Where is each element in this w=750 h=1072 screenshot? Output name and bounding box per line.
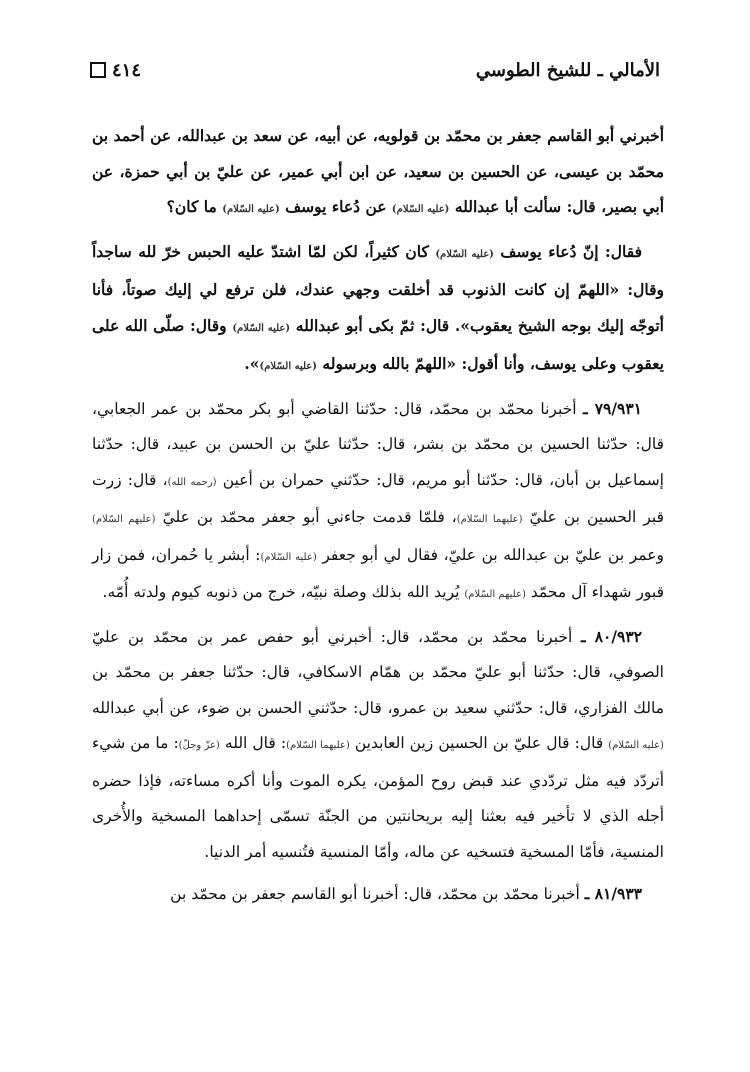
text-run: ». [244, 354, 260, 373]
text-run: سألت أبا عبدالله [454, 197, 562, 216]
page-number: ٤١٤ [112, 59, 142, 81]
text-run: : أبشر يا حُمران، فمن زار قبور شهداء آل محمّد [92, 545, 664, 601]
hadith-number: ٨٠/٩٣٢ ـ [580, 626, 642, 646]
text-run: عن دُعاء يوسف [285, 197, 387, 216]
honorific: (عليهم السّلام) [464, 589, 526, 600]
square-icon [90, 62, 106, 78]
page-body [92, 118, 664, 919]
text-run: يُريد الله بذلك وصلة نبيّه، خرج من ذنوبه كيوم ولدته أُمّه. [102, 583, 460, 601]
text-run: أخبرني أبو القاسم جعفر بن محمّد بن قولويه، عن أبيه، عن سعد بن عبدالله، عن أحمد بن محمّد بن عيسى، عن الحسين بن سعيد، عن ابن أبي عمير، عن عليّ بن أبي حمزة، عن أبي بصير، قال: [92, 126, 664, 216]
text-run: فقال: إنّ دُعاء يوسف [500, 241, 642, 261]
text-run: كان كثيراً، لكن لمّا اشتدّ عليه الحبس خرّ لله ساجداً وقال: «اللهمّ إن كانت الذنوب قد أخلقت وجهي عندك، فلن ترفع لي إليك صوتاً، فأنا أتوجّه إليك بوجه الشيخ يعقوب». قال: ثمّ بكى أبو عبدالله [92, 241, 664, 335]
text-run: أخبرنا محمّد بن محمّد، قال: أخبرنا أبو القاسم جعفر بن محمّد بن [170, 885, 580, 903]
text-run: وعمر بن عليّ بن عبدالله بن عليّ، فقال لي أبو جعفر [322, 545, 664, 564]
text-run: قال: قال عليّ بن الحسين زين العابدين [354, 734, 604, 752]
paragraph-3 [92, 391, 664, 613]
honorific: (عليه السّلام) [435, 248, 494, 260]
page-number-group [90, 60, 141, 81]
hadith-number: ٨١/٩٣٣ ـ [584, 884, 642, 903]
text-run: : قال الله [224, 734, 287, 752]
honorific: (عليهم السّلام) [92, 514, 156, 525]
paragraph-5 [92, 876, 664, 913]
honorific: (عليه السّلام) [260, 551, 317, 563]
paragraph-2 [92, 234, 664, 385]
running-title: الأمالي ـ للشيخ الطوسي [475, 59, 660, 81]
hadith-number: ٧٩/٩٣١ ـ [583, 398, 642, 418]
honorific: (عليه السّلام) [232, 322, 291, 334]
page-header [90, 52, 660, 88]
text-run: ، فلمّا قدمت جاءني أبو جعفر محمّد بن عليّ [162, 508, 457, 526]
text-run: : ما من شيء أتردّد فيه مثل تردّدي عند قبض روح المؤمن، يكره الموت وأنا أكره مساءته، فإذا حضره أجله الذي لا تأخير فيه بعثنا إليه بريحانتين من الجنّة تسمّى إحداهما المسخية والأُخرى المنسية، فأمّا المسخية فتسخيه عن ماله، وأمّا المنسية فتُنسيه أمر الدنيا. [92, 734, 664, 861]
text-run: ، قال: زرت قبر الحسين بن عليّ [92, 470, 664, 526]
text-run: أخبرنا محمّد بن محمّد، قال: حدّثنا القاضي أبو بكر محمّد بن عمر الجعابي، قال: حدّثنا الحسين بن محمّد بن بشر، قال: حدّثنا عليّ بن الحسن بن عبيد، قال: حدّثنا إسماعيل بن أبان، قال: حدّثنا أبو مريم، قال: حدّثني حمران بن أعين [92, 399, 664, 489]
paragraph-1 [92, 118, 664, 228]
honorific: (عليه السّلام) [608, 740, 664, 751]
text-run: ما كان؟ [166, 197, 217, 216]
paragraph-4 [92, 619, 664, 871]
honorific: (عزّ وجلّ) [178, 740, 220, 751]
text-run: أخبرنا محمّد بن محمّد، قال: أخبرني أبو حفص عمر بن محمّد بن عليّ الصوفي، قال: حدّثنا أبو عليّ محمّد بن همّام الاسكافي، قال: حدّثنا جعفر بن محمّد بن مالك الفزاري، قال: حدّثني سعيد بن عمرو، قال: حدّثني الحسن بن ضوء، عن أبي عبدالله [92, 627, 664, 717]
honorific: (عليهما السّلام) [286, 740, 350, 751]
honorific: (رحمه الله) [167, 476, 217, 488]
honorific: (عليه السّلام) [391, 204, 450, 215]
honorific: (عليهما السّلام) [456, 514, 523, 525]
honorific: (عليه السّلام) [259, 361, 318, 372]
honorific: (عليه السّلام) [222, 204, 280, 215]
text-run: وقال: صلّى الله على يعقوب وعلى يوسف، وأنا أقول: «اللهمّ بالله وبرسوله [92, 315, 664, 373]
